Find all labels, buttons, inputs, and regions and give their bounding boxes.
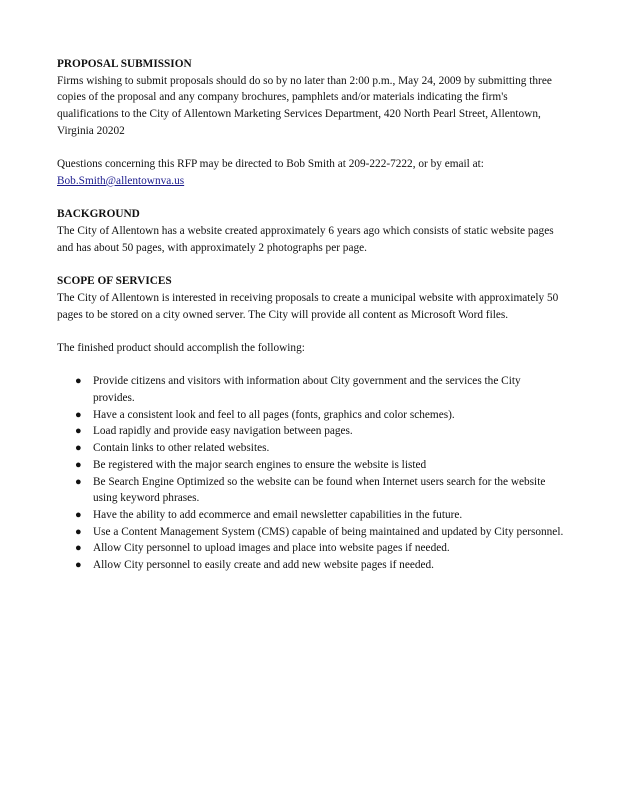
bullet-icon: ● [75,475,82,488]
list-item-text: Contain links to other related websites. [93,442,270,455]
bullet-icon: ● [75,542,82,555]
spacer [57,256,565,273]
bullet-icon: ● [75,425,82,438]
questions-paragraph [57,156,565,189]
list-item [57,507,565,524]
background-paragraph: The City of Allentown has a website created approximately 6 years ago which consists of static website pages and has about 50 pages, with approximately 2 photographs per page. [57,225,554,254]
requirements-list [57,373,565,573]
proposal-submission-section [57,56,565,190]
scope-paragraph: The City of Allentown is interested in receiving proposals to create a municipal website with approximately 50 pages to be stored on a city owned server. The City will provide all content as Microsoft Word files. [57,291,559,321]
list-item-text: Load rapidly and provide easy navigation between pages. [93,425,353,438]
list-item [57,457,565,474]
bullet-icon: ● [75,442,82,455]
list-item-text: Allow City personnel to upload images and place into website pages if needed. [93,542,450,555]
bullet-icon: ● [75,559,82,572]
proposal-submission-paragraph: Firms wishing to submit proposals should do so by no later than 2:00 p.m., May 24, 2009 by submitting three copies of the proposal and any company brochures, pamphlets and/or materials indicating the firm's qualifications to the City of Allentown Marketing Services Department, 420 North Pearl Street, Allentown, Virginia 20202 [57,74,552,137]
list-item [57,540,565,557]
list-item [57,373,565,406]
list-item [57,524,565,541]
scope-intro: The finished product should accomplish the following: [57,341,305,354]
list-item [57,423,565,440]
spacer [57,357,565,374]
questions-text: Questions concerning this RFP may be directed to Bob Smith at 209-222-7222, or by email at: [57,158,484,171]
spacer [57,190,565,207]
bullet-icon: ● [75,525,82,538]
proposal-submission-heading: PROPOSAL SUBMISSION [57,58,192,70]
bullet-icon: ● [75,375,82,388]
background-heading: BACKGROUND [57,208,140,221]
list-item [57,407,565,424]
list-item [57,440,565,457]
spacer [57,323,565,340]
list-item-text: Use a Content Management System (CMS) capable of being maintained and updated by City personnel. [93,525,564,538]
contact-email-link[interactable]: Bob.Smith@allentownva.us [57,174,185,187]
list-item-text: Have the ability to add ecommerce and email newsletter capabilities in the future. [93,508,463,521]
list-item-text: Be Search Engine Optimized so the website can be found when Internet users search for the website using keyword phrases. [93,475,546,505]
list-item-text: Have a consistent look and feel to all pages (fonts, graphics and color schemes). [93,408,455,421]
list-item-text: Allow City personnel to easily create and add new website pages if needed. [93,559,434,572]
list-item [57,474,565,507]
bullet-icon: ● [75,458,82,471]
document-page [57,56,565,574]
list-item [57,557,565,574]
scope-of-services-section [57,273,565,574]
list-item-text: Provide citizens and visitors with information about City government and the services the City provides. [93,375,521,404]
list-item-text: Be registered with the major search engines to ensure the website is listed [93,458,427,471]
spacer [57,140,565,157]
scope-of-services-heading: SCOPE OF SERVICES [57,275,172,288]
background-section [57,206,565,256]
bullet-icon: ● [75,508,82,521]
bullet-icon: ● [75,408,82,421]
